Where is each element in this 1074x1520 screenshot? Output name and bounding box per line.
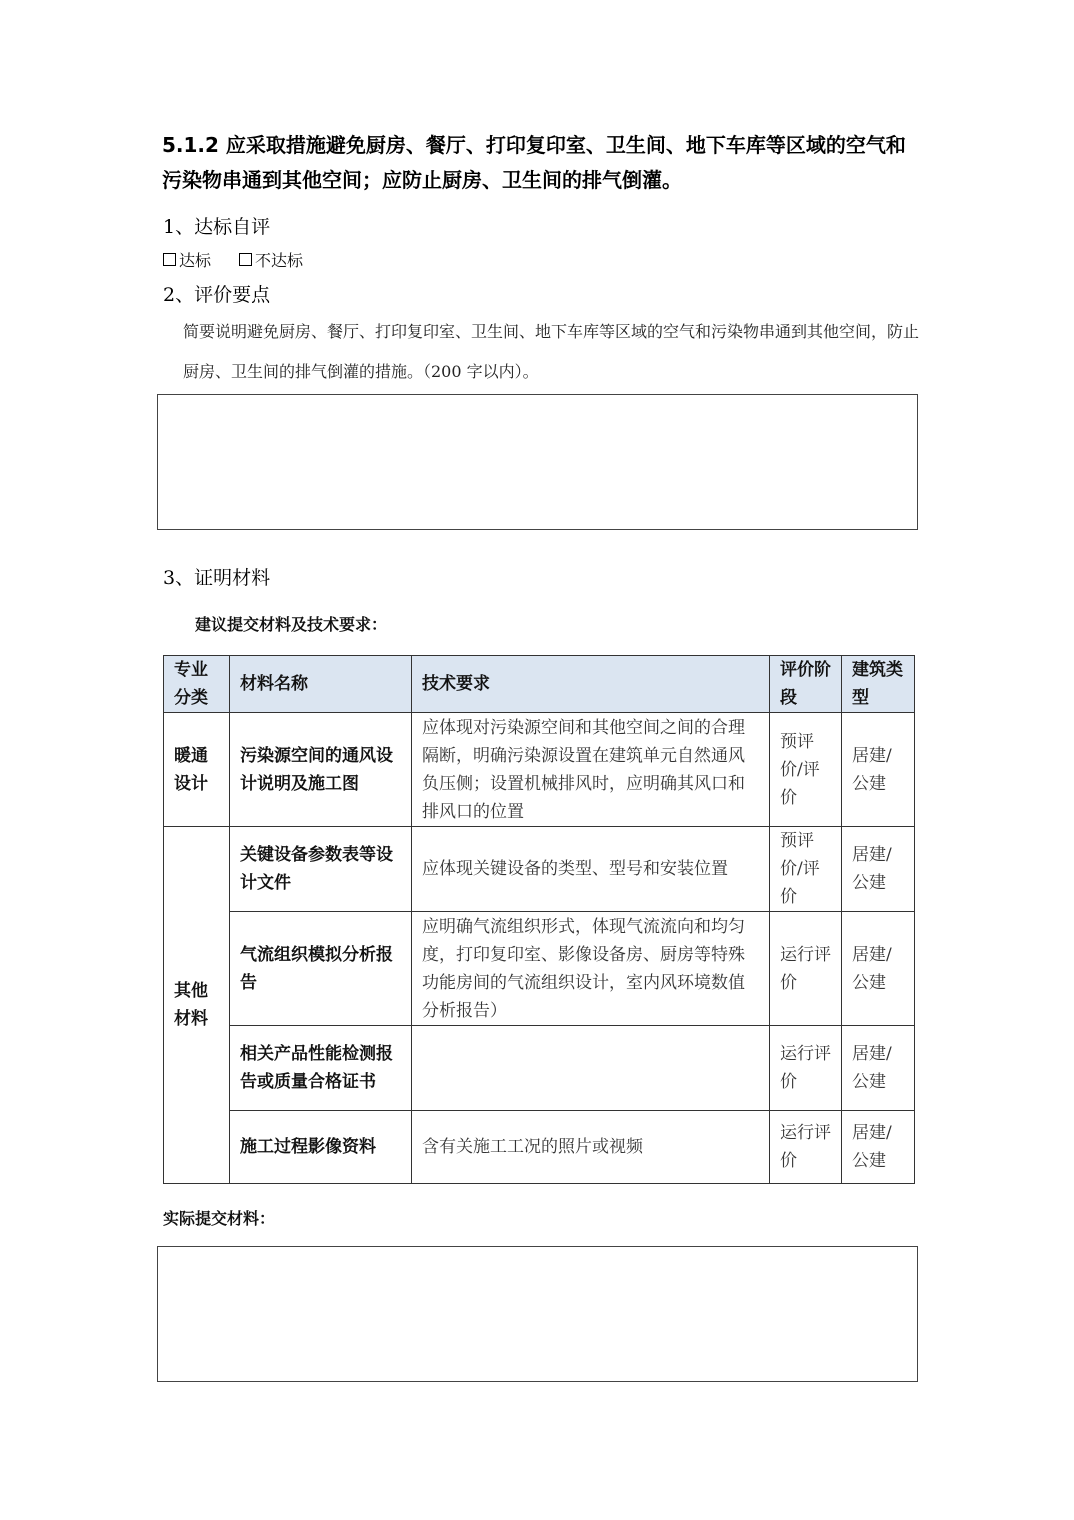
option-fail-label: 不达标 <box>255 251 304 270</box>
building-type-cell: 居建/公建 <box>842 1111 915 1184</box>
header-category: 专业分类 <box>164 656 230 713</box>
option-pass-label: 达标 <box>179 251 212 270</box>
header-evaluation-stage: 评价阶段 <box>770 656 842 713</box>
section-evidence-title: 3、证明材料 <box>163 567 271 589</box>
material-name-cell: 关键设备参数表等设计文件 <box>230 827 412 912</box>
material-name-cell: 气流组织模拟分析报告 <box>230 912 412 1026</box>
header-technical-requirements: 技术要求 <box>412 656 770 713</box>
header-building-type: 建筑类型 <box>842 656 915 713</box>
key-points-paragraph: 简要说明避免厨房、餐厅、打印复印室、卫生间、地下车库等区域的空气和污染物串通到其他空间，防止厨房、卫生间的排气倒灌的措施。（200 字以内）。 <box>183 322 920 381</box>
stage-cell: 运行评价 <box>770 1026 842 1111</box>
key-points-answer-box[interactable] <box>157 394 918 530</box>
checkbox-icon[interactable] <box>239 253 252 266</box>
requirement-cell: 应体现对污染源空间和其他空间之间的合理隔断，明确污染源设置在建筑单元自然通风负压侧；设置机械排风时，应明确其风口和排风口的位置 <box>412 713 770 827</box>
building-type-cell: 居建/公建 <box>842 912 915 1026</box>
stage-cell: 预评价/评价 <box>770 713 842 827</box>
table-row <box>164 827 915 912</box>
option-fail[interactable] <box>239 248 303 271</box>
material-name-cell: 相关产品性能检测报告或质量合格证书 <box>230 1026 412 1111</box>
self-assessment-options <box>163 248 331 271</box>
section-self-assessment-title: 1、达标自评 <box>163 216 271 238</box>
table-row <box>164 713 915 827</box>
checkbox-icon[interactable] <box>163 253 176 266</box>
option-pass[interactable] <box>163 248 211 271</box>
requirement-cell: 含有关施工工况的照片或视频 <box>412 1111 770 1184</box>
building-type-cell: 居建/公建 <box>842 713 915 827</box>
building-type-cell: 居建/公建 <box>842 827 915 912</box>
stage-cell: 预评价/评价 <box>770 827 842 912</box>
table-row <box>164 912 915 1026</box>
stage-cell: 运行评价 <box>770 912 842 1026</box>
stage-cell: 运行评价 <box>770 1111 842 1184</box>
clause-heading: 5.1.2 应采取措施避免厨房、餐厅、打印复印室、卫生间、地下车库等区域的空气和污染物串通到其他空间；应防止厨房、卫生间的排气倒灌。 <box>162 133 906 192</box>
materials-table <box>163 655 915 1184</box>
requirement-cell <box>412 1026 770 1111</box>
table-header-row <box>164 656 915 713</box>
suggested-materials-label: 建议提交材料及技术要求： <box>195 615 388 634</box>
actual-materials-answer-box[interactable] <box>157 1246 918 1382</box>
material-name-cell: 施工过程影像资料 <box>230 1111 412 1184</box>
header-material-name: 材料名称 <box>230 656 412 713</box>
category-cell: 其他材料 <box>164 827 230 1184</box>
table-row <box>164 1026 915 1111</box>
actual-materials-label: 实际提交材料： <box>163 1209 276 1228</box>
material-name-cell: 污染源空间的通风设计说明及施工图 <box>230 713 412 827</box>
requirement-cell: 应体现关键设备的类型、型号和安装位置 <box>412 827 770 912</box>
building-type-cell: 居建/公建 <box>842 1026 915 1111</box>
table-row <box>164 1111 915 1184</box>
section-key-points-title: 2、评价要点 <box>163 284 271 306</box>
category-cell: 暖通设计 <box>164 713 230 827</box>
requirement-cell: 应明确气流组织形式，体现气流流向和均匀度，打印复印室、影像设备房、厨房等特殊功能房间的气流组织设计，室内风环境数值分析报告） <box>412 912 770 1026</box>
